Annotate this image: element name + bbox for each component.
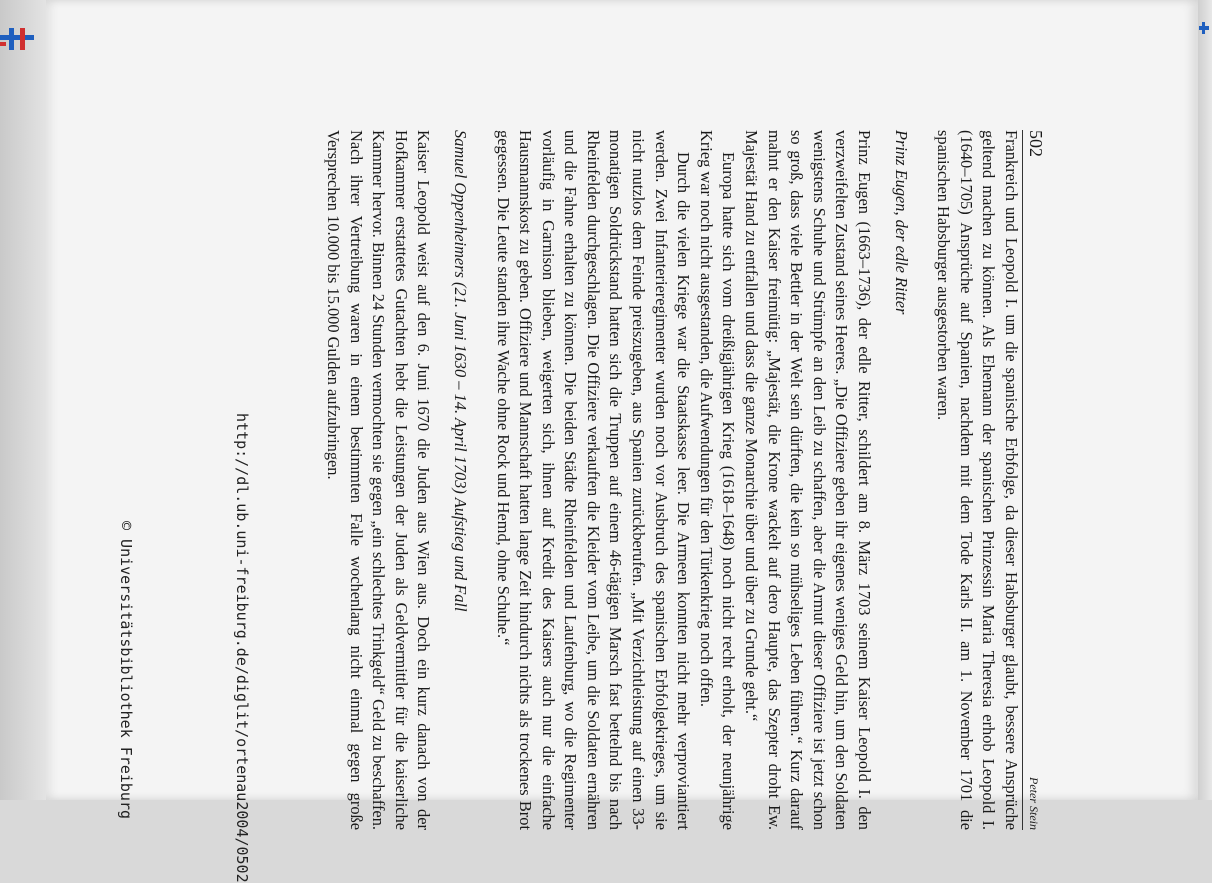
paragraph-eugen-3: Durch die vielen Kriege war die Staatskasse leer. Die Armeen konnten nicht mehr verproviantiert werden. Zwei Infanterieregimenter wurden noch vor Ausbruch des spanischen Erbfolgekrieges, um sie nicht nutzlos dem Feinde preiszugeben, aus Spanien zurückberufen. „Mit Verzichtleistung auf einen 33-monatigen Soldrückstand hatten sich die Truppen auf einem 46-tägigen Marsch fast bettelnd bis nach Rheinfelden durchgeschlagen. Die Offiziere verkauften die Kleider vom Leibe, um die Soldaten ernähren und die Fahne erhalten zu können. Die beiden Städte Rheinfelden und Laufenburg, wo die Regimenter vorläufig in Garnison blieben, weigerten sich, ihnen auf Kredit des Kaisers auch nur die einfache Hausmannskost zu geben. Offiziere und Mannschaft hatten lange Zeit hindurch nichts als trockenes Brot gegessen. Die Leute standen ihre Wache ohne Rock und Hemd, ohne Schuhe.“ bbox=[493, 130, 694, 830]
copyright-notice: © Universitätsbibliothek Freiburg bbox=[117, 521, 135, 820]
paragraph-eugen-2: Europa hatte sich vom dreißigjährigen Krieg (1618–1648) noch nicht recht erholt, der neunjährige Krieg war noch nicht ausgestanden, die Aufwendungen für den Türkenkrieg noch offen. bbox=[696, 130, 739, 830]
paragraph-oppenheimer: Kaiser Leopold weist auf den 6. Juni 1670 die Juden aus Wien aus. Doch ein kurz danach von der Hofkammer erstattetes Gutachten hebt die Leistungen der Juden als Geldvermittler für die kaiserliche Kammer hervor. Binnen 24 Stunden vermochten sie gegen „ein schlechtes Trinkgeld“ Geld zu beschaffen. Nach ihrer Vertreibung waren in einem bestimmten Falle wochenlang nicht einmal gegen große Versprechen 10.000 bis 15.000 Gulden aufzubringen. bbox=[323, 130, 434, 830]
section-heading-oppenheimer: Samuel Oppenheimers (21. Juni 1630 – 14. April 1703) Aufstieg und Fall bbox=[450, 130, 470, 612]
paragraph-intro: Frankreich und Leopold I. um die spanische Erbfolge, da dieser Habsburger glaubt, bessere Ansprüche geltend machen zu können. Als Ehemann der spanischen Prinzessin Maria Theresia erhob Leopold I. (1640–1705) Ansprüche auf Spanien, nachdem mit dem Tode Karls II. am 1. November 1701 die spanischen Habsburger ausgestorben waren. bbox=[934, 130, 1021, 830]
source-url[interactable]: http://dl.ub.uni-freiburg.de/diglit/ortenau2004/0502 bbox=[233, 413, 251, 883]
article-body bbox=[321, 130, 1022, 830]
page-marker-icon bbox=[1197, 22, 1209, 34]
library-logo-icon bbox=[0, 28, 34, 50]
page-number: 502 bbox=[1026, 130, 1046, 157]
viewer-right-margin bbox=[1198, 0, 1212, 800]
section-heading-eugen: Prinz Eugen, der edle Ritter bbox=[891, 130, 911, 315]
page-header bbox=[1022, 130, 1047, 830]
page-content bbox=[177, 130, 1047, 830]
viewer-left-margin bbox=[0, 0, 46, 800]
running-head: Peter Stein bbox=[1027, 777, 1041, 830]
paragraph-eugen-1: Prinz Eugen (1663–1736), der edle Ritter, schildert am 8. März 1703 seinem Kaiser Leopold I. den verzweifelten Zustand seines Heeres. „Die Offiziere geben ihr eigenes weniges Geld hin, um den Soldaten wenigstens Schuhe und Strümpfe an den Leib zu schaffen, aber die Armut dieser Offiziere ist jetzt schon so groß, dass viele Bettler in der Welt sein dürften, die kein so mühseliges Leben führen.“ Kurz darauf mahnt er den Kaiser freimütig: „Majestät, die Krone wackelt auf dero Haupte, das Szepter droht Ew. Majestät Hand zu entfallen und dass die ganze Monarchie über und über zu Grunde geht.“ bbox=[742, 130, 875, 830]
